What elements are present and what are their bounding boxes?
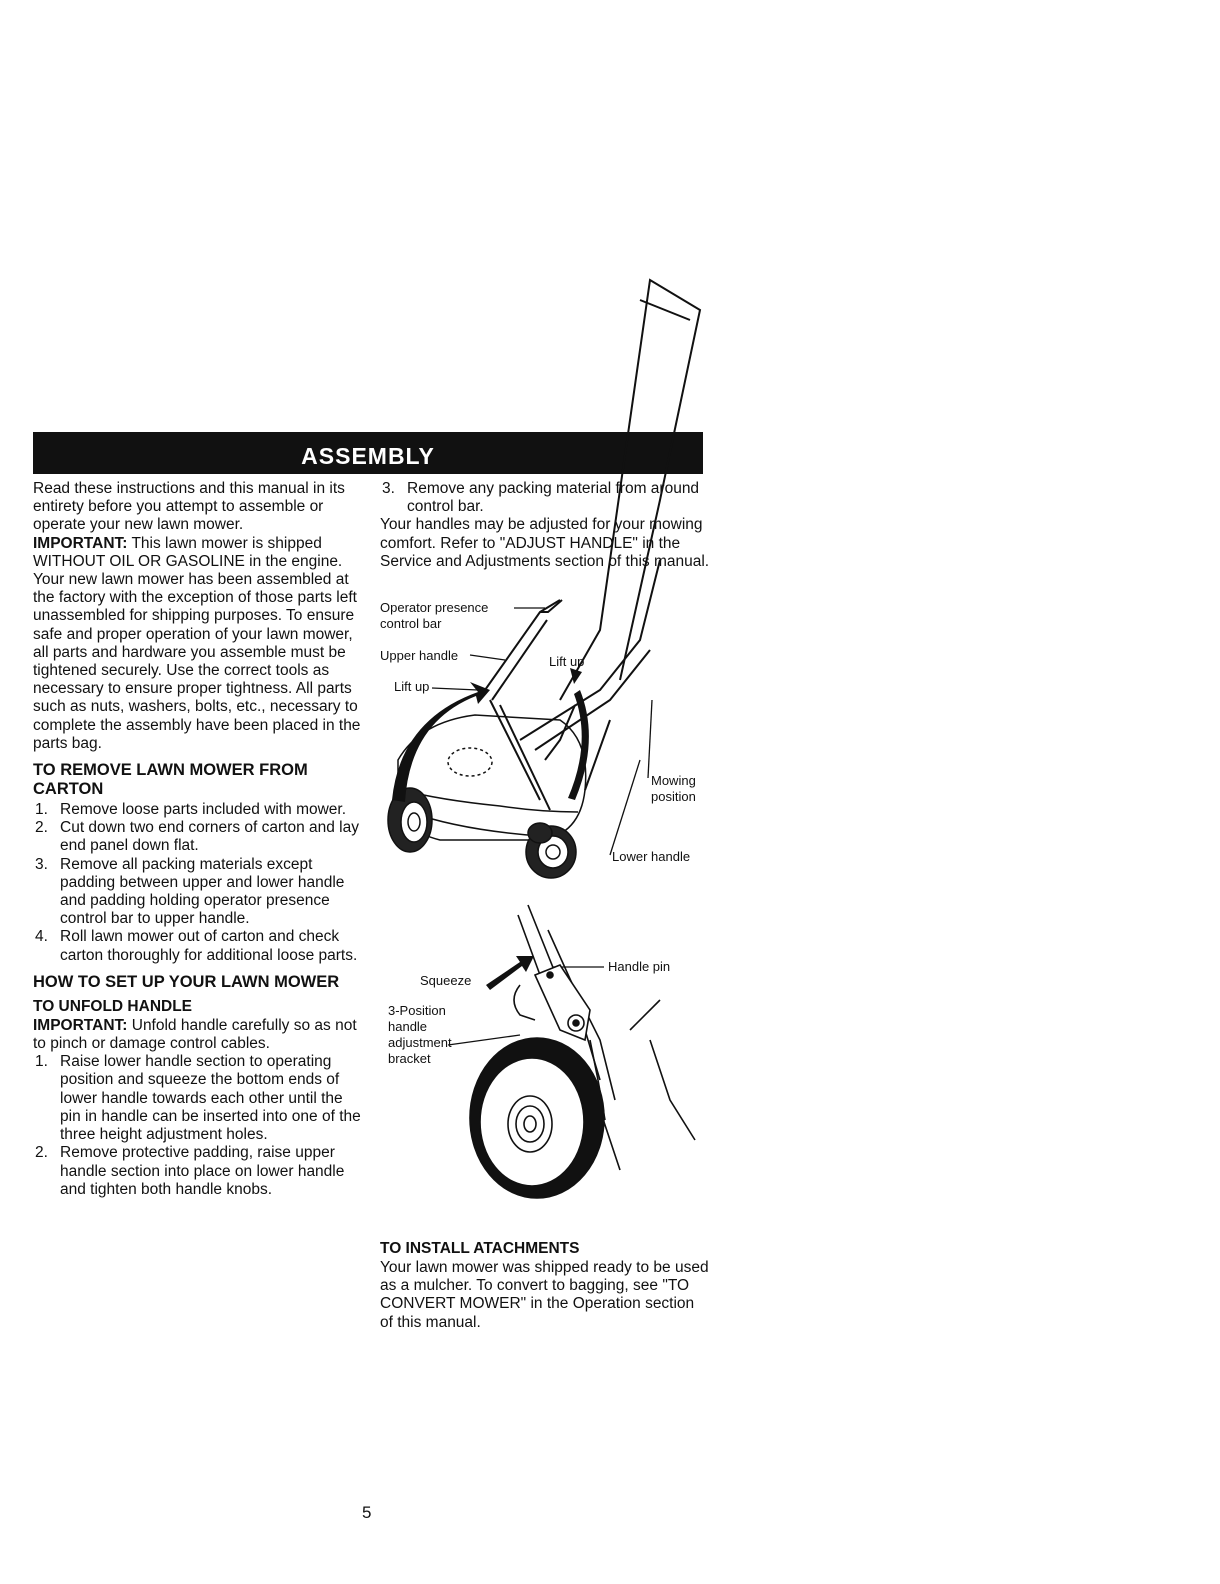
bracket-label-1: 3-Position <box>388 1003 446 1018</box>
step-text: Remove all packing materials except padding between upper and lower handle and padding holding operator presence control bar to upper handle. <box>60 855 345 928</box>
mower-handle-figure <box>378 262 718 882</box>
operator-presence-label-2: control bar <box>380 616 442 631</box>
step-number: 2. <box>35 1144 48 1162</box>
list-item <box>33 819 363 855</box>
list-item <box>33 801 363 819</box>
step-number: 3. <box>382 480 395 497</box>
handle-pin-label: Handle pin <box>608 959 671 974</box>
step-text: Remove any packing material from around control bar. <box>407 480 700 516</box>
remove-from-carton-heading: TO REMOVE LAWN MOWER FROM CARTON <box>33 761 308 799</box>
install-attachments-text: Your lawn mower was shipped ready to be used as a mulcher. To convert to bagging, see "TO CONVERT MOWER" in the Operation section of this manual. <box>380 1259 709 1331</box>
unfold-handle-heading: TO UNFOLD HANDLE <box>33 997 193 1015</box>
step-text: Remove protective padding, raise upper handle section into place on lower handle and tighten both handle knobs. <box>60 1144 345 1198</box>
step-number: 1. <box>35 1053 48 1071</box>
squeeze-arrow <box>486 956 534 990</box>
list-item <box>33 928 363 964</box>
important-note <box>33 535 363 571</box>
bracket-label-3: adjustment <box>388 1035 452 1050</box>
lower-handle-label: Lower handle <box>612 849 691 864</box>
step-number: 1. <box>35 801 48 819</box>
mowing-position-label-1: Mowing <box>651 773 696 788</box>
bracket-label-4: bracket <box>388 1051 431 1066</box>
step-text: Raise lower handle section to operating position and squeeze the bottom ends of lower handle towards each other until the pin in handle can be inserted into one of the three height adjustment holes. <box>60 1053 361 1144</box>
operator-presence-label-1: Operator presence <box>380 600 489 615</box>
mowing-position-label-2: position <box>651 789 696 804</box>
left-column <box>33 480 363 1199</box>
intro-paragraph: Read these instructions and this manual in its entirety before you attempt to assemble or operate your new lawn mower. <box>33 480 345 534</box>
right-column-bottom <box>380 1234 710 1332</box>
step-text: Roll lawn mower out of carton and check carton thoroughly for additional loose parts. <box>60 928 358 964</box>
unfold-handle-steps <box>33 1053 363 1199</box>
step-number: 3. <box>35 855 48 873</box>
bracket-label-2: handle <box>388 1019 428 1034</box>
upper-handle-label: Upper handle <box>380 648 459 663</box>
page-number: 5 <box>362 1503 372 1522</box>
section-title: ASSEMBLY <box>301 443 435 469</box>
list-item <box>33 1144 363 1199</box>
lift-up-right-label: Lift up <box>549 654 585 669</box>
step-number: 2. <box>35 819 48 837</box>
handle-bracket-figure <box>378 900 718 1220</box>
step-text: Remove loose parts included with mower. <box>60 801 347 819</box>
important-text: This lawn mower is shipped WITHOUT OIL OR GASOLINE in the engine. <box>33 534 343 570</box>
remove-from-carton-steps <box>33 801 363 965</box>
install-attachments-heading: TO INSTALL ATACHMENTS <box>380 1240 580 1257</box>
rear-wheel <box>470 1038 604 1198</box>
important-note-2 <box>33 1017 363 1053</box>
squeeze-label: Squeeze <box>420 973 472 988</box>
step-number: 4. <box>35 928 48 946</box>
step-text: Cut down two end corners of carton and lay end panel down flat. <box>60 819 359 855</box>
important-label: IMPORTANT: <box>33 534 128 552</box>
adjustment-bracket <box>514 965 590 1040</box>
important-text: Unfold handle carefully so as not to pinch or damage control cables. <box>33 1016 357 1053</box>
adjust-paragraph: Your handles may be adjusted for your mowing comfort. Refer to "ADJUST HANDLE" in the Service and Adjustments section of this manual. <box>380 516 710 570</box>
important-label: IMPORTANT: <box>33 1016 128 1034</box>
list-item <box>33 1053 363 1144</box>
lift-up-left-label: Lift up <box>394 679 430 694</box>
set-up-heading: HOW TO SET UP YOUR LAWN MOWER <box>33 972 340 991</box>
list-item <box>33 856 363 929</box>
assembly-paragraph: Your new lawn mower has been assembled at the factory with the exception of those parts left unassembled for shipping purposes. To ensure safe and proper operation of your lawn mower, all parts and hardware you assemble must be tightened securely. Use the correct tools as necessary to ensure proper tightness. All parts such as nuts, washers, bolts, etc., necessary to complete the assembly have been placed in the parts bag. <box>33 571 361 752</box>
